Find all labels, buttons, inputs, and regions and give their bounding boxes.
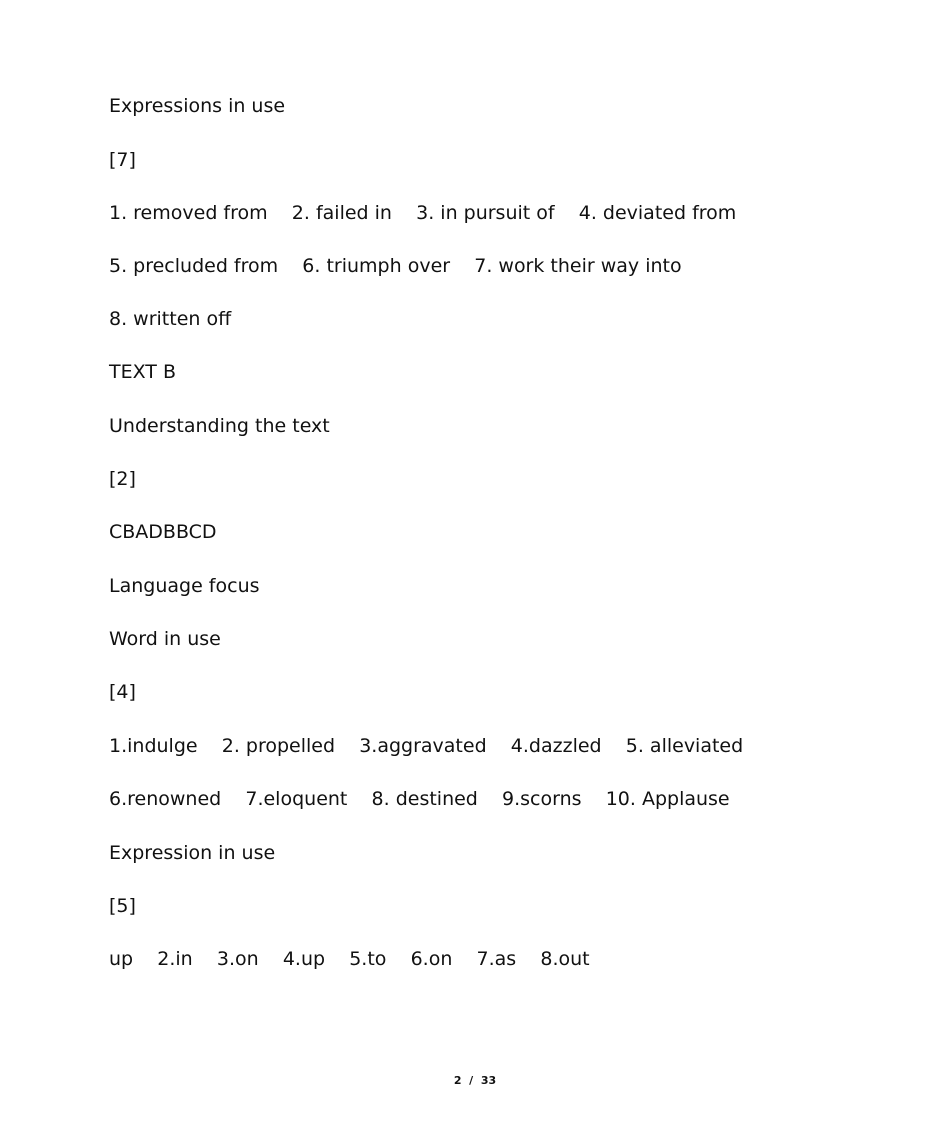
section-number-2: [2] bbox=[109, 468, 136, 490]
section-number-4: [4] bbox=[109, 681, 136, 703]
heading-expression-in-use: Expression in use bbox=[109, 842, 276, 864]
heading-expressions-in-use: Expressions in use bbox=[109, 95, 286, 117]
answer-line: 6.renowned 7.eloquent 8. destined 9.scorns 10. Applause bbox=[109, 788, 730, 810]
heading-word-in-use: Word in use bbox=[109, 628, 221, 650]
section-number-5: [5] bbox=[109, 895, 136, 917]
heading-text-b: TEXT B bbox=[109, 361, 176, 383]
answer-line: 5. precluded from 6. triumph over 7. work their way into bbox=[109, 255, 682, 277]
heading-understanding: Understanding the text bbox=[109, 415, 330, 437]
answer-line: up 2.in 3.on 4.up 5.to 6.on 7.as 8.out bbox=[109, 948, 590, 970]
answer-line: 1. removed from 2. failed in 3. in pursuit of 4. deviated from bbox=[109, 202, 737, 224]
page-number: 2 / 33 bbox=[453, 1074, 497, 1087]
answer-line: 1.indulge 2. propelled 3.aggravated 4.dazzled 5. alleviated bbox=[109, 735, 744, 757]
heading-language-focus: Language focus bbox=[109, 575, 260, 597]
section-number-7: [7] bbox=[109, 149, 136, 171]
answer-line: 8. written off bbox=[109, 308, 232, 330]
answer-line: CBADBBCD bbox=[109, 521, 217, 543]
